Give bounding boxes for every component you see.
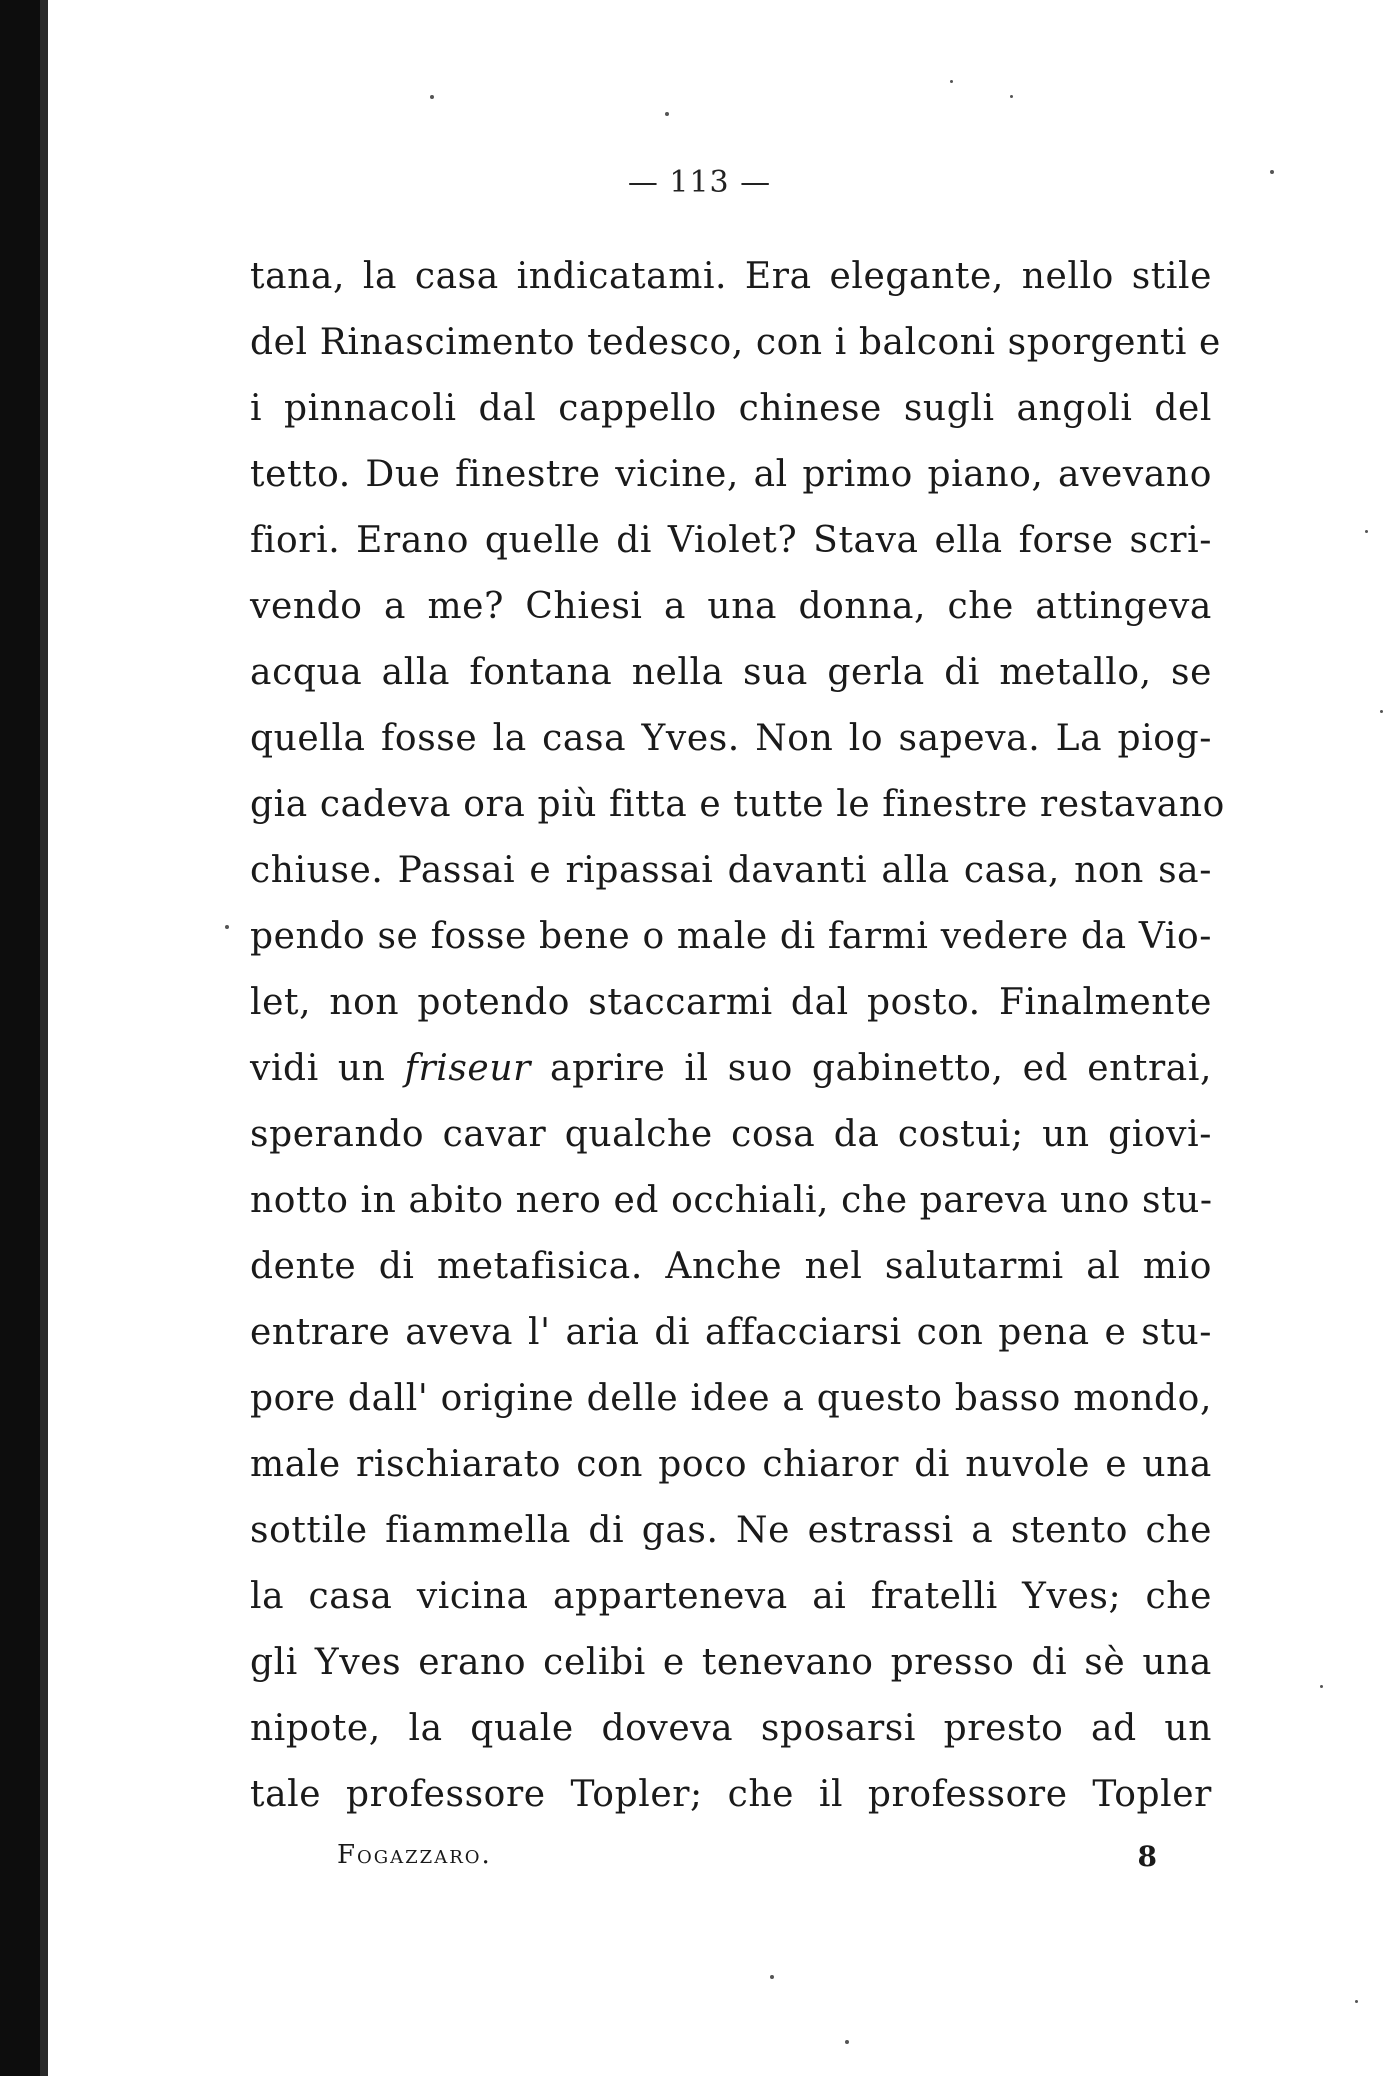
text-line: sperando cavar qualche cosa da costui; un giovi- (250, 1114, 1212, 1155)
text-line: let, non potendo staccarmi dal posto. Finalmente (250, 982, 1212, 1023)
text-segment: vidi un (250, 1048, 405, 1089)
scan-speck (845, 2040, 849, 2044)
page-number: — 113 — (627, 165, 772, 200)
text-line: dente di metafisica. Anche nel salutarmi al mio (250, 1246, 1212, 1287)
text-line: tale professore Topler; che il professore Topler (250, 1774, 1212, 1815)
footer-signature-mark: 8 (1137, 1840, 1157, 1873)
text-line: quella fosse la casa Yves. Non lo sapeva. La piog- (250, 718, 1212, 759)
text-line: acqua alla fontana nella sua gerla di metallo, se (250, 652, 1212, 693)
scan-speck (1320, 1685, 1323, 1688)
binding-edge-shadow (40, 0, 48, 2076)
text-line: chiuse. Passai e ripassai davanti alla casa, non sa- (250, 850, 1212, 891)
text-line: pore dall' origine delle idee a questo basso mondo, (250, 1378, 1212, 1419)
scan-speck (950, 80, 953, 83)
text-line: pendo se fosse bene o male di farmi vedere da Vio- (250, 916, 1212, 957)
text-line: male rischiarato con poco chiaror di nuvole e una (250, 1444, 1212, 1485)
text-line: entrare aveva l' aria di affacciarsi con pena e stu- (250, 1312, 1212, 1353)
text-line: vendo a me? Chiesi a una donna, che attingeva (250, 586, 1212, 627)
text-line: sottile fiammella di gas. Ne estrassi a stento che (250, 1510, 1212, 1551)
text-line: tana, la casa indicatami. Era elegante, nello stile (250, 256, 1212, 297)
text-line: gia cadeva ora più fitta e tutte le finestre restavano (250, 784, 1225, 825)
text-line: fiori. Erano quelle di Violet? Stava ella forse scri- (250, 520, 1212, 561)
scan-speck (770, 1975, 774, 1979)
text-line: tetto. Due finestre vicine, al primo piano, avevano (250, 454, 1212, 495)
text-line: nipote, la quale doveva sposarsi presto ad un (250, 1708, 1212, 1749)
page-footer (337, 1840, 1157, 1880)
scan-speck (225, 925, 229, 929)
footer-signature: Fogazzaro. (337, 1840, 492, 1870)
text-segment: aprire il suo gabinetto, ed entrai, (530, 1048, 1212, 1089)
text-line: gli Yves erano celibi e tenevano presso di sè una (250, 1642, 1212, 1683)
text-line-with-italic (250, 1036, 1212, 1102)
scan-speck (1355, 2000, 1358, 2003)
scan-speck (1380, 710, 1383, 713)
text-line: la casa vicina apparteneva ai fratelli Yves; che (250, 1576, 1212, 1617)
scan-speck (1270, 170, 1274, 174)
text-line: del Rinascimento tedesco, con i balconi sporgenti e (250, 322, 1221, 363)
text-line: i pinnacoli dal cappello chinese sugli angoli del (250, 388, 1212, 429)
text-line: notto in abito nero ed occhiali, che pareva uno stu- (250, 1180, 1213, 1221)
body-text (250, 244, 1225, 1828)
scan-speck (430, 95, 434, 99)
scan-speck (1365, 530, 1368, 533)
scan-speck (1010, 95, 1013, 98)
italic-word: friseur (404, 1048, 531, 1089)
scan-speck (665, 112, 669, 116)
